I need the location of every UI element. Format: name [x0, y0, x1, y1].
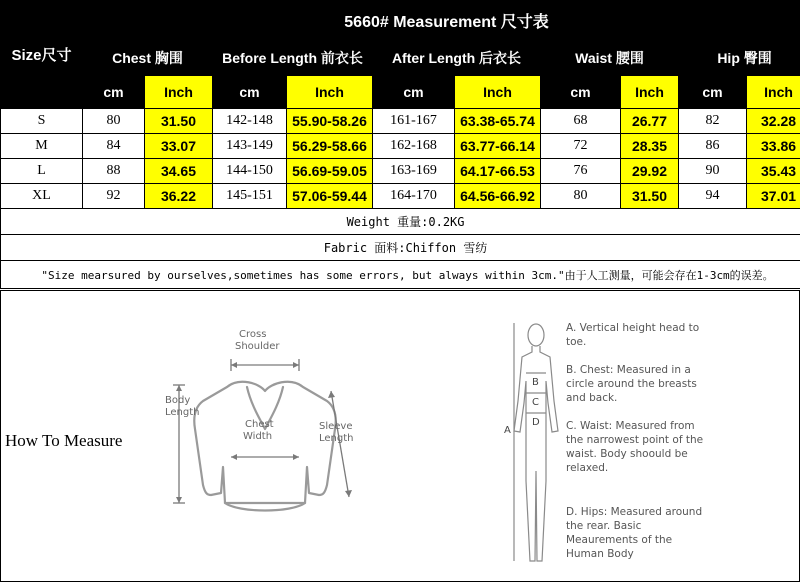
after-cm-cell: 161-167 — [373, 109, 455, 134]
legend-c: C. Waist: Measured from the narrowest point of the waist. Body shoould be relaxed. — [566, 420, 704, 474]
before-cm-cell: 142-148 — [213, 109, 287, 134]
size-cell: M — [1, 134, 83, 159]
body-diagram — [496, 321, 796, 579]
chest-inch-cell: 33.07 — [145, 134, 213, 159]
before-inch-cell: 56.69-59.05 — [287, 159, 373, 184]
after-cm-cell: 162-168 — [373, 134, 455, 159]
unit-inch: Inch — [455, 76, 541, 109]
how-to-measure-section — [0, 290, 800, 582]
unit-cm: cm — [83, 76, 145, 109]
unit-cm: cm — [373, 76, 455, 109]
chest-inch-cell: 36.22 — [145, 184, 213, 209]
disclaimer-row: "Size mearsured by ourselves,sometimes has some errors, but always within 3cm."由于人工测量，可能会存在1-3cm的误差。 — [1, 261, 800, 289]
unit-cm: cm — [541, 76, 621, 109]
col-hip: Hip 臀围 — [679, 41, 800, 76]
before-cm-cell: 144-150 — [213, 159, 287, 184]
after-inch-cell: 63.38-65.74 — [455, 109, 541, 134]
body-letter-d: D — [532, 417, 540, 428]
table-row — [1, 159, 800, 184]
col-chest: Chest 胸围 — [83, 41, 213, 76]
sweater-diagram — [159, 317, 371, 567]
legend-b: B. Chest: Measured in a circle around the breasts and back. — [566, 364, 697, 404]
col-waist: Waist 腰围 — [541, 41, 679, 76]
after-inch-cell: 63.77-66.14 — [455, 134, 541, 159]
unit-inch: Inch — [145, 76, 213, 109]
fabric-row: Fabric 面料:Chiffon 雪纺 — [1, 235, 800, 261]
before-inch-cell: 55.90-58.26 — [287, 109, 373, 134]
before-inch-cell: 57.06-59.44 — [287, 184, 373, 209]
after-inch-cell: 64.56-66.92 — [455, 184, 541, 209]
cross-shoulder-label: Shoulder — [235, 341, 280, 352]
table-row — [1, 184, 800, 209]
legend-d: D. Hips: Measured around the rear. Basic Meaurements of the Human Body — [566, 506, 703, 560]
table-row — [1, 134, 800, 159]
unit-cm: cm — [213, 76, 287, 109]
chest-cm-cell: 92 — [83, 184, 145, 209]
sleeve-length-label: Length — [319, 433, 354, 444]
unit-inch: Inch — [621, 76, 679, 109]
chest-cm-cell: 80 — [83, 109, 145, 134]
body-letter-b: B — [532, 377, 539, 388]
waist-inch-cell: 29.92 — [621, 159, 679, 184]
size-cell: L — [1, 159, 83, 184]
chest-width-label: Chest — [245, 419, 274, 430]
legend-a: A. Vertical height head to toe. — [566, 322, 700, 348]
hip-cm-cell: 82 — [679, 109, 747, 134]
cross-shoulder-label: Cross — [239, 329, 267, 340]
waist-cm-cell: 72 — [541, 134, 621, 159]
after-cm-cell: 164-170 — [373, 184, 455, 209]
size-table — [0, 0, 800, 289]
chart-title: 5660# Measurement 尺寸表 — [83, 1, 800, 41]
hip-inch-cell: 32.28 — [747, 109, 800, 134]
unit-inch: Inch — [287, 76, 373, 109]
hip-inch-cell: 33.86 — [747, 134, 800, 159]
chest-cm-cell: 84 — [83, 134, 145, 159]
chest-cm-cell: 88 — [83, 159, 145, 184]
hip-inch-cell: 35.43 — [747, 159, 800, 184]
waist-cm-cell: 80 — [541, 184, 621, 209]
body-length-label: Length — [165, 407, 200, 418]
after-inch-cell: 64.17-66.53 — [455, 159, 541, 184]
waist-cm-cell: 68 — [541, 109, 621, 134]
body-letter-c: C — [532, 397, 539, 408]
before-cm-cell: 145-151 — [213, 184, 287, 209]
table-row — [1, 109, 800, 134]
waist-inch-cell: 26.77 — [621, 109, 679, 134]
after-cm-cell: 163-169 — [373, 159, 455, 184]
hip-cm-cell: 90 — [679, 159, 747, 184]
weight-row: Weight 重量:0.2KG — [1, 209, 800, 235]
col-after-length: After Length 后衣长 — [373, 41, 541, 76]
waist-cm-cell: 76 — [541, 159, 621, 184]
how-to-measure-label: How To Measure — [5, 431, 123, 450]
before-cm-cell: 143-149 — [213, 134, 287, 159]
hip-inch-cell: 37.01 — [747, 184, 800, 209]
human-silhouette — [496, 321, 566, 571]
chest-inch-cell: 34.65 — [145, 159, 213, 184]
chest-width-label: Width — [243, 431, 273, 442]
body-length-label: Body — [165, 395, 191, 406]
unit-inch: Inch — [747, 76, 800, 109]
size-cell: XL — [1, 184, 83, 209]
col-before-length: Before Length 前衣长 — [213, 41, 373, 76]
body-letter-a: A — [504, 425, 511, 436]
hip-cm-cell: 86 — [679, 134, 747, 159]
before-inch-cell: 56.29-58.66 — [287, 134, 373, 159]
waist-inch-cell: 28.35 — [621, 134, 679, 159]
waist-inch-cell: 31.50 — [621, 184, 679, 209]
hip-cm-cell: 94 — [679, 184, 747, 209]
size-cell: S — [1, 109, 83, 134]
sleeve-length-label: Sleeve — [319, 421, 353, 432]
chest-inch-cell: 31.50 — [145, 109, 213, 134]
unit-cm: cm — [679, 76, 747, 109]
size-header: Size尺寸 — [1, 1, 83, 109]
